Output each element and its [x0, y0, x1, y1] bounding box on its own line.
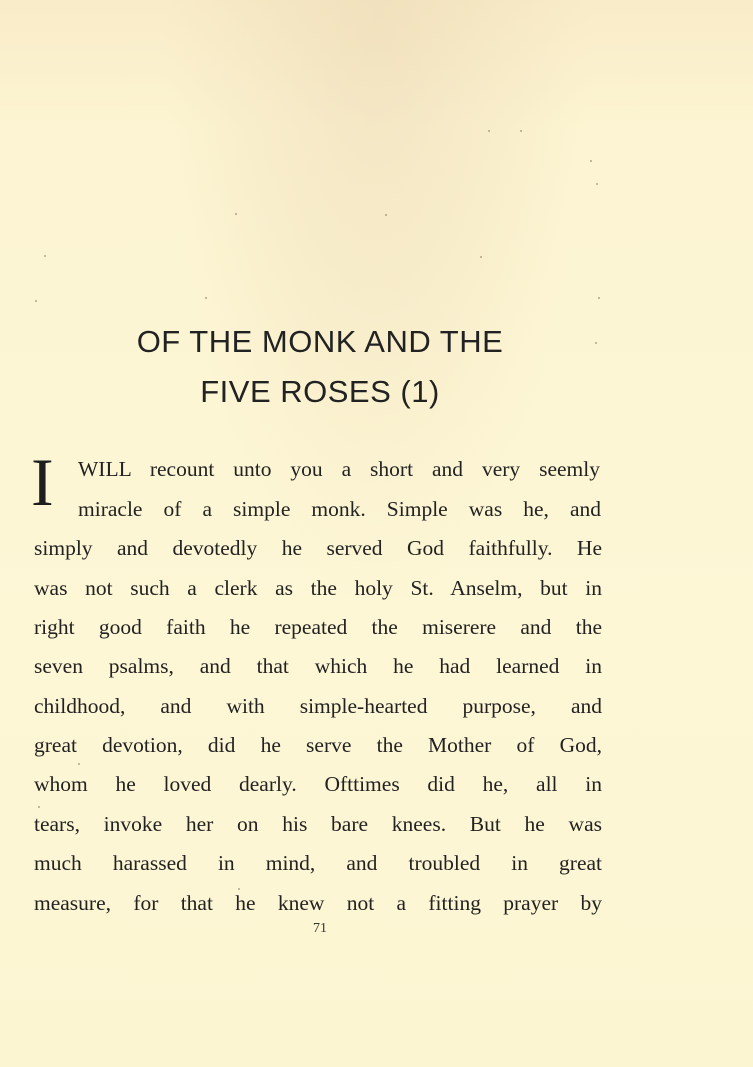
chapter-title-line-2: FIVE ROSES (1) [200, 374, 440, 409]
text-line: childhood, and with simple-hearted purpose, and [34, 694, 602, 718]
paper-speck [78, 763, 80, 765]
paper-speck [238, 888, 240, 890]
paper-speck [598, 297, 600, 299]
paper-speck [488, 130, 490, 132]
text-line: was not such a clerk as the holy St. Anselm, but in [34, 576, 602, 600]
paper-speck [480, 256, 482, 258]
paper-speck [205, 297, 207, 299]
text-line: miracle of a simple monk. Simple was he, and [78, 497, 601, 521]
text-line: measure, for that he knew not a fitting prayer by [34, 891, 602, 915]
chapter-title-line-1: OF THE MONK AND THE [136, 324, 504, 359]
text-line: simply and devotedly he served God faithfully. He [34, 536, 602, 560]
paper-speck [44, 255, 46, 257]
text-line: seven psalms, and that which he had learned in [34, 654, 602, 678]
paper-speck [590, 160, 592, 162]
page-number: 71 [313, 921, 327, 936]
text-line: much harassed in mind, and troubled in great [34, 851, 602, 875]
paper-speck [385, 214, 387, 216]
paper-speck [35, 300, 37, 302]
paper-speck [235, 213, 237, 215]
text-line: tears, invoke her on his bare knees. But he was [34, 812, 602, 836]
paper-speck [596, 183, 598, 185]
text-line: great devotion, did he serve the Mother of God, [34, 733, 602, 757]
drop-cap: I [31, 444, 54, 520]
text-line: whom he loved dearly. Ofttimes did he, all in [34, 772, 602, 796]
paper-speck [520, 130, 522, 132]
paper-speck [38, 806, 40, 808]
text-line: right good faith he repeated the miserere and the [34, 615, 602, 639]
text-line: WILL recount unto you a short and very seemly [78, 457, 600, 481]
